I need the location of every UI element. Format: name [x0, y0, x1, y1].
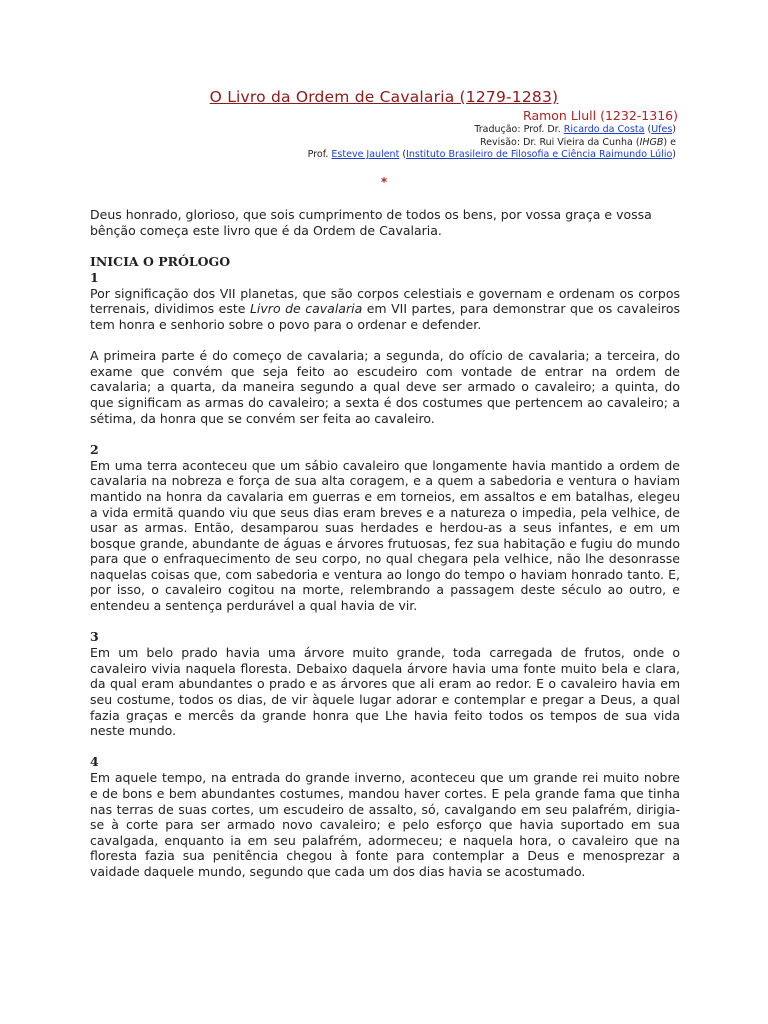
- paren-open: (: [644, 124, 652, 135]
- revision-suffix: ) e: [663, 137, 676, 148]
- translator-institution-link[interactable]: Ufes: [651, 124, 673, 135]
- paragraph-text: Por significação dos VII planetas, que são corpos celestiais e governam e ordenam os corpos terrenais, dividimos este: [90, 285, 680, 317]
- translator-link[interactable]: Ricardo da Costa: [563, 124, 645, 135]
- paragraph: Em uma terra aconteceu que um sábio cavaleiro que longamente havia mantido a ordem de cavalaria na nobreza e força de sua alta coragem, e a quem a sabedoria e ventura o haviam mantido na honra da cavalaria em guerras e em torneios, em assaltos e em batalhas, elegeu a vida ermitã quando viu que seus dias eram breves e a natureza o impedia, pela velhice, de usar as armas. Então, desamparou suas herdades e herdou-as a seus infantes, e em um bosque grande, abundante de águas e árvores frutuosas, fez sua habitação e fugiu do mundo para que o enfraquecimento de seu corpo, no qual chegara pela velhice, não lhe desonrasse naquelas coisas que, com sabedoria e ventura ao longo do tempo o haviam honrado tanto. E, por isso, o cavaleiro cogitou na morte, relembrando a passagem deste século ao outro, e entendeu a sentença perdurável a qual havia de vir.: [90, 457, 680, 614]
- document-title: O Livro da Ordem de Cavalaria (1279-1283): [209, 88, 559, 106]
- reviewer-institution-link[interactable]: Instituto Brasileiro de Filosofia e Ciência Raimundo Lúlio: [406, 149, 673, 160]
- section-number: 3: [90, 629, 99, 645]
- translation-label: Tradução: Prof. Dr.: [474, 124, 564, 135]
- paragraph: Em aquele tempo, na entrada do grande inverno, aconteceu que um grande rei muito nobre e de bons e bem abundantes costumes, mandou haver cortes. E pela grande fama que tinha nas terras de suas cortes, um escudeiro de assalto, só, cavalgando em seu palafrém, dirigia-se à corte para ser armado novo cavaleiro; e pelo esforço que havia suportado em sua cavalgada, enquanto ia em seu palafrém, adormeceu; e naquela hora, o cavaleiro que na floresta fazia sua penitência chegou à fonte para contemplar a Deus e menosprezar a vaidade daquele mundo, segundo que cada um dos dias havia se acostumado.: [90, 770, 680, 879]
- section-number: 1: [90, 269, 99, 285]
- paragraph: Em um belo prado havia uma árvore muito grande, toda carregada de frutos, onde o cavaleiro vivia naquela floresta. Debaixo daquela árvore havia uma fonte muito bela e clara, da qual eram abundantes o prado e as árvores que ali eram ao redor. E o cavaleiro havia em seu costume, todos os dias, de vir àquele lugar adorar e contemplar e pregar a Deus, a qual fazia graças e mercês da grande honra que Lhe havia feito todos os tempos de sua vida neste mundo.: [90, 645, 680, 739]
- revision-institution: IHGB: [639, 137, 664, 148]
- section-number: 4: [90, 754, 99, 770]
- author-line: Ramon Llull (1232-1316): [523, 108, 678, 123]
- paren-close: ): [672, 149, 676, 160]
- section-separator: *: [380, 175, 388, 189]
- section-number: 2: [90, 441, 99, 457]
- prof-label: Prof.: [307, 149, 332, 160]
- prologue-heading: INICIA O PRÓLOGO: [90, 253, 231, 269]
- paren-open: (: [399, 149, 407, 160]
- book-title-italic: Livro de cavalaria: [249, 301, 363, 317]
- revision-credit: [480, 137, 676, 148]
- intro-paragraph: Deus honrado, glorioso, que sois cumprimento de todos os bens, por vossa graça e vossa bênção começa este livro que é da Ordem de Cavalaria.: [90, 207, 652, 238]
- paragraph-text: em VII partes, para demonstrar que os cavaleiros tem honra e senhorio sobre o povo para o ordenar e defender.: [90, 301, 680, 332]
- document-body: [90, 207, 680, 895]
- paragraph: [90, 286, 680, 333]
- reviewer-link[interactable]: Esteve Jaulent: [331, 149, 400, 160]
- revision-label: Revisão: Dr. Rui Vieira da Cunha (: [479, 137, 640, 148]
- paragraph: A primeira parte é do começo de cavalaria; a segunda, do ofício de cavalaria; a terceira, do exame que convém que seja feito ao escudeiro com vontade de entrar na ordem de cavalaria; a quarta, da maneira segundo a qual deve ser armado o cavaleiro; a quinta, do que significam as armas do cavaleiro; a sexta é dos costumes que pertencem ao cavaleiro; a sétima, da honra que se convém ser feita ao cavaleiro.: [90, 348, 680, 426]
- paren-close: ): [672, 124, 676, 135]
- translation-credit: [474, 124, 676, 135]
- reviewer-credit: [308, 149, 676, 160]
